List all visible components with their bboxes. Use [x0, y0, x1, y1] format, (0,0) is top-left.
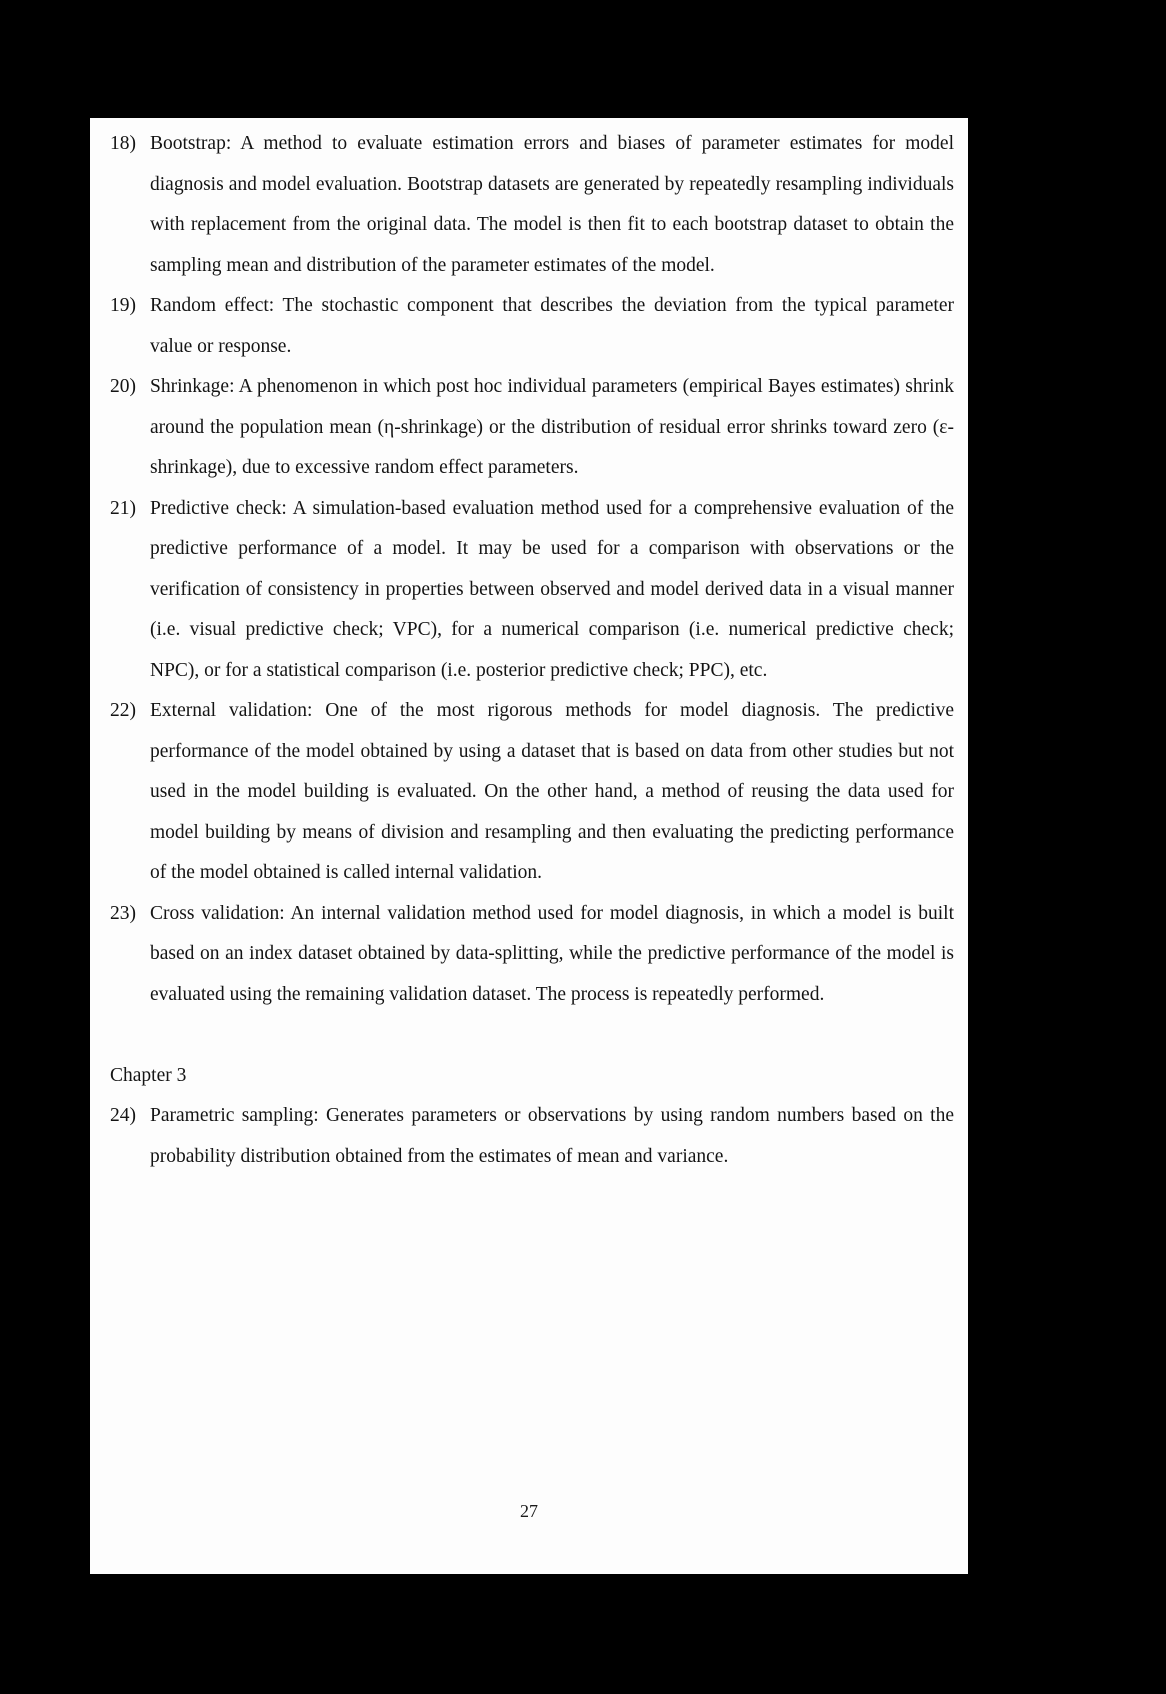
item-text: Cross validation: An internal validation method used for model diagnosis, in which a model is built based on an index dataset obtained by data-splitting, while the predictive performance of the model is evaluated using the remaining validation dataset. The process is repeatedly performed.: [150, 902, 954, 1005]
item-text: External validation: One of the most rigorous methods for model diagnosis. The predictive performance of the model obtained by using a dataset that is based on data from other studies but not used in the model building is evaluated. On the other hand, a method of reusing the data used for model building by means of division and resampling and then evaluating the predicting performance of the model obtained is called internal validation.: [150, 700, 954, 883]
page-number: 27: [520, 1501, 538, 1521]
list-item: [110, 1096, 954, 1177]
chapter-heading: Chapter 3: [110, 1064, 187, 1086]
item-text: Parametric sampling: Generates parameters or observations by using random numbers based on the probability distribution obtained from the estimates of mean and variance.: [150, 1105, 954, 1167]
item-text: Random effect: The stochastic component that describes the deviation from the typical parameter value or response.: [150, 295, 954, 357]
document-page: [90, 118, 968, 1574]
item-number: 18): [110, 133, 136, 154]
glossary-list: [110, 124, 954, 1177]
list-item: [110, 691, 954, 894]
item-text: Bootstrap: A method to evaluate estimation errors and biases of parameter estimates for model diagnosis and model evaluation. Bootstrap datasets are generated by repeatedly resampling individuals with replacement from the original data. The model is then fit to each bootstrap dataset to obtain the sampling mean and distribution of the parameter estimates of the model.: [150, 133, 954, 276]
list-item: [110, 124, 954, 286]
item-number: 22): [110, 700, 136, 721]
item-number: 24): [110, 1105, 136, 1126]
list-item: [110, 286, 954, 367]
item-text: Predictive check: A simulation-based evaluation method used for a comprehensive evaluation of the predictive performance of a model. It may be used for a comparison with observations or the verification of consistency in properties between observed and model derived data in a visual manner (i.e. visual predictive check; VPC), for a numerical comparison (i.e. numerical predictive check; NPC), or for a statistical comparison (i.e. posterior predictive check; PPC), etc.: [150, 497, 954, 681]
item-number: 20): [110, 376, 136, 397]
item-number: 21): [110, 497, 136, 519]
list-item: [110, 489, 954, 692]
item-number: 19): [110, 295, 136, 316]
list-item: [110, 894, 954, 1016]
item-number: 23): [110, 902, 136, 924]
item-text: Shrinkage: A phenomenon in which post hoc individual parameters (empirical Bayes estimates) shrink around the population mean (η-shrinkage) or the distribution of residual error shrinks toward zero (ε-shrinkage), due to excessive random effect parameters.: [150, 376, 954, 478]
list-item: [110, 367, 954, 489]
